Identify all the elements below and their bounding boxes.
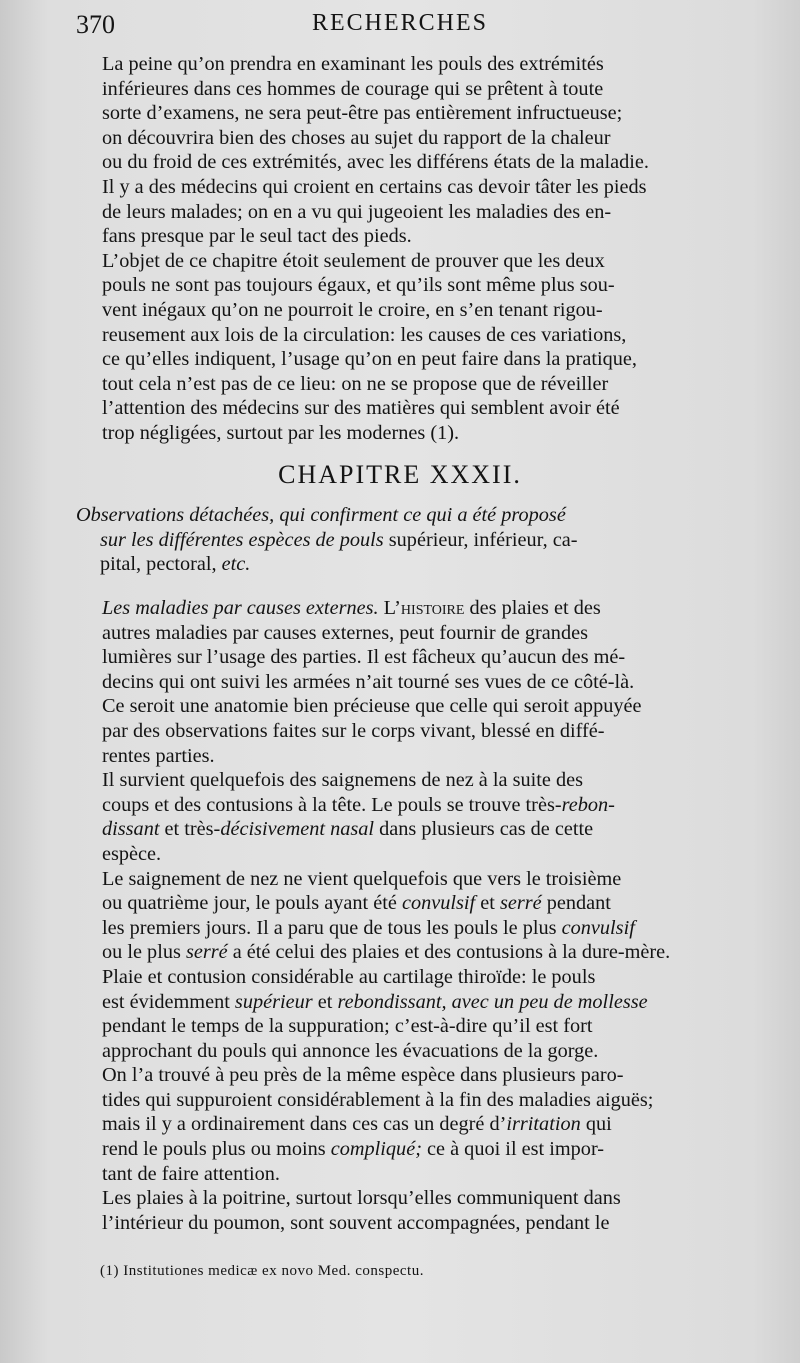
italic-run: compliqué; xyxy=(330,1138,422,1161)
text-line: Ce seroit une anatomie bien précieuse que celle qui seroit appuyée xyxy=(102,695,642,718)
text-line xyxy=(76,916,750,941)
text-line: inférieures dans ces hommes de courage qui se prêtent à toute xyxy=(102,77,604,100)
text-run: et xyxy=(475,892,500,915)
italic-run: serré xyxy=(499,892,542,915)
page-number: 370 xyxy=(76,10,115,39)
body-text-top xyxy=(76,52,750,446)
text-line: Les plaies à la poitrine, surtout lorsqu’elles communiquent dans xyxy=(102,1187,621,1210)
text-line: ce qu’elles indiquent, l’usage qu’on en peut faire dans la pratique, xyxy=(102,348,638,371)
text-line xyxy=(76,1137,750,1162)
text-line: vent inégaux qu’on ne pourroit le croire, en s’en tenant rigou- xyxy=(102,298,603,321)
paragraph xyxy=(76,1186,750,1235)
italic-run: serré xyxy=(185,941,228,964)
text-line xyxy=(76,1112,750,1137)
text-line: sorte d’examens, ne sera peut-être pas entièrement infructueuse; xyxy=(102,102,623,125)
text-run: et très- xyxy=(159,818,221,841)
paragraph xyxy=(76,768,750,866)
text-run: dans plusieurs cas de cette xyxy=(374,818,594,841)
body-text-chapter xyxy=(76,596,750,1235)
text-line: l’attention des médecins sur des matières qui semblent avoir été xyxy=(102,397,620,420)
text-line: tides qui suppuroient considérablement à la fin des maladies aiguës; xyxy=(102,1088,654,1111)
running-head: RECHERCHES xyxy=(311,10,489,36)
text-line: trop négligées, surtout par les modernes (1). xyxy=(102,421,460,444)
chapter-subtitle xyxy=(76,503,750,577)
text-run: qui xyxy=(580,1113,612,1136)
text-line xyxy=(76,940,750,965)
text-line xyxy=(76,891,750,916)
italic-run: supérieur xyxy=(234,990,313,1013)
text-line: Il y a des médecins qui croient en certains cas devoir tâter les pieds xyxy=(102,175,647,198)
subtitle-line xyxy=(76,528,750,553)
text-line: tout cela n’est pas de ce lieu: on ne se propose que de réveiller xyxy=(102,372,609,395)
text-line xyxy=(76,596,750,621)
text-line xyxy=(76,990,750,1015)
text-line: ou du froid de ces extrémités, avec les différens états de la maladie. xyxy=(102,151,649,174)
text-line: rentes parties. xyxy=(102,744,215,767)
text-line: reusement aux lois de la circulation: les causes de ces variations, xyxy=(102,323,627,346)
italic-run: décisivement nasal xyxy=(220,818,375,841)
text-run: a été celui des plaies et des contusions à la dure-mère. xyxy=(227,941,671,964)
text-line: lumières sur l’usage des parties. Il est fâcheux qu’aucun des mé- xyxy=(102,646,626,669)
text-line: espèce. xyxy=(102,842,162,865)
text-run: ce à quoi il est impor- xyxy=(421,1138,605,1161)
text-run: coups et des contusions à la tête. Le pouls se trouve très- xyxy=(102,793,562,816)
paragraph xyxy=(76,596,750,768)
section-heading-italic: Les maladies par causes externes. xyxy=(102,597,379,619)
text-line: autres maladies par causes externes, peut fournir de grandes xyxy=(102,621,588,644)
chapter-title: CHAPITRE XXXII. xyxy=(278,460,522,489)
text-line: on découvrira bien des choses au sujet du rapport de la chaleur xyxy=(102,126,611,149)
text-run: rend le pouls plus ou moins xyxy=(102,1138,331,1161)
page-header xyxy=(0,8,800,44)
paragraph xyxy=(76,52,750,249)
text-line: L’objet de ce chapitre étoit seulement de prouver que les deux xyxy=(102,249,605,272)
text-line: l’intérieur du poumon, sont souvent accompagnées, pendant le xyxy=(102,1211,610,1234)
text-run: des plaies et des xyxy=(464,597,601,619)
text-line: par des observations faites sur le corps vivant, blessé en diffé- xyxy=(102,719,605,742)
paragraph xyxy=(76,867,750,965)
small-caps-word: L’histoire xyxy=(378,597,465,619)
paragraph xyxy=(76,1063,750,1186)
italic-run: dissant xyxy=(102,818,160,841)
subtitle-italic: etc. xyxy=(221,553,251,576)
italic-run: convulsif xyxy=(401,892,476,915)
italic-run: irritation xyxy=(506,1113,581,1136)
text-line: decins qui ont suivi les armées n’ait tourné ses vues de ce côté-là. xyxy=(102,670,635,693)
subtitle-italic: Observations détachées, qui confirment ce qui a été proposé xyxy=(76,504,566,526)
subtitle-line xyxy=(76,552,750,577)
text-run: ou quatrième jour, le pouls ayant été xyxy=(102,892,402,915)
footnote: (1) Institutiones medicæ ex novo Med. conspectu. xyxy=(100,1263,424,1279)
text-run: pendant xyxy=(541,892,611,915)
text-line: tant de faire attention. xyxy=(102,1162,280,1185)
text-run: les premiers jours. Il a paru que de tous les pouls le plus xyxy=(102,916,562,939)
text-run: et xyxy=(312,990,338,1013)
text-line: Le saignement de nez ne vient quelquefois que vers le troisième xyxy=(102,867,622,890)
text-run: mais il y a ordinairement dans ces cas un degré d’ xyxy=(102,1113,507,1136)
text-line: On l’a trouvé à peu près de la même espèce dans plusieurs paro- xyxy=(102,1064,624,1087)
subtitle-roman: supérieur, inférieur, ca- xyxy=(383,528,578,551)
paragraph xyxy=(76,249,750,446)
text-line: approchant du pouls qui annonce les évacuations de la gorge. xyxy=(102,1039,599,1062)
text-line: pendant le temps de la suppuration; c’est-à-dire qu’il est fort xyxy=(102,1015,593,1038)
text-line: Il survient quelquefois des saignemens de nez à la suite des xyxy=(102,769,583,792)
italic-run: rebondissant, avec un peu de mollesse xyxy=(337,990,648,1013)
subtitle-roman: pital, pectoral, xyxy=(100,553,222,576)
text-run: est évidemment xyxy=(102,990,235,1013)
text-line: La peine qu’on prendra en examinant les pouls des extrémités xyxy=(102,53,604,75)
italic-run: convulsif xyxy=(561,916,635,939)
paragraph xyxy=(76,965,750,1063)
text-line: fans presque par le seul tact des pieds. xyxy=(102,225,412,248)
italic-run: rebon- xyxy=(561,793,615,816)
text-line xyxy=(76,793,750,818)
subtitle-italic: sur les différentes espèces de pouls xyxy=(100,528,384,551)
text-line xyxy=(76,817,750,842)
subtitle-line xyxy=(76,503,750,528)
text-line: de leurs malades; on en a vu qui jugeoient les maladies des en- xyxy=(102,200,612,223)
text-line: pouls ne sont pas toujours égaux, et qu’ils sont même plus sou- xyxy=(102,274,615,297)
text-run: ou le plus xyxy=(102,941,186,964)
text-line: Plaie et contusion considérable au cartilage thiroïde: le pouls xyxy=(102,965,596,988)
